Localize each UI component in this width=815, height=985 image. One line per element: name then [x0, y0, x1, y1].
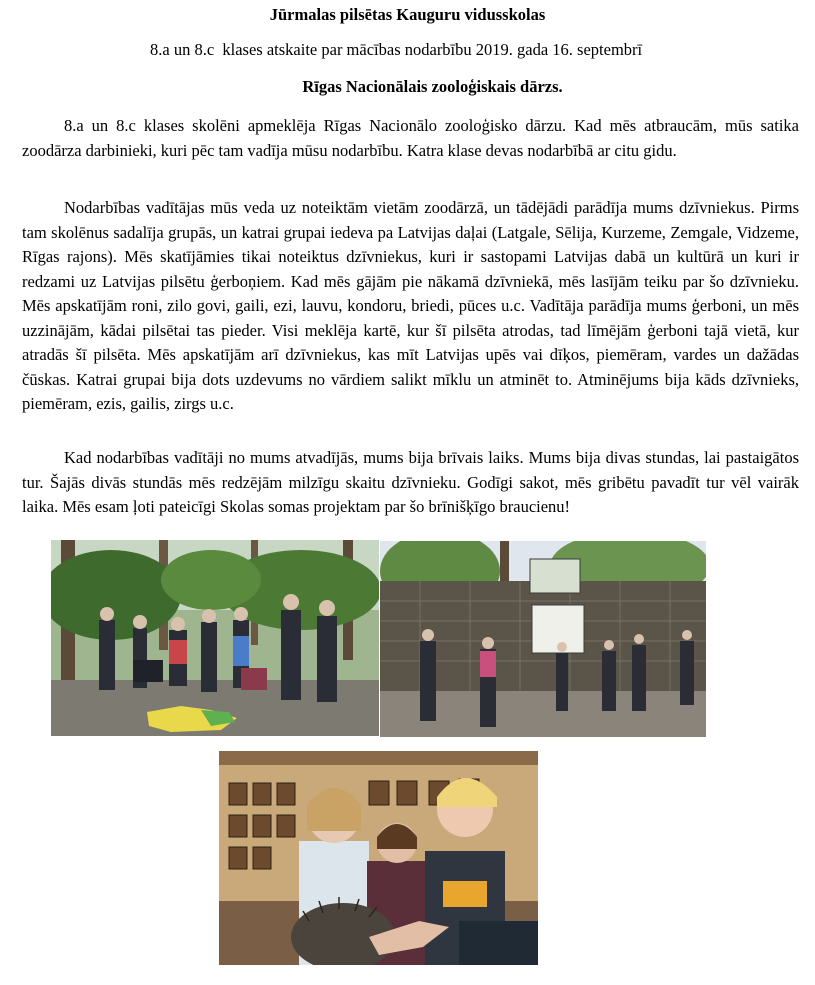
report-heading: Rīgas Nacionālais zooloģiskais dārzs. [302, 77, 563, 96]
report-subtitle: 8.a un 8.c klases atskaite par mācības nodarbību 2019. gada 16. septembrī [150, 40, 643, 59]
school-name: Jūrmalas pilsētas Kauguru vidusskolas [269, 5, 546, 24]
paragraph-2: Nodarbības vadītājas mūs veda uz noteiktām vietām zoodārzā, un tādējādi parādīja mums dzīvniekus. Pirms tam skolēnus sadalīja grupās, un katrai grupai iedeva pa Latvijas daļai (Latgale, Sēlija, Kurzeme, Zemgale, Vidzeme, Rīgas rajons). Mēs skatījāmies tikai noteiktus dzīvniekus, kuri ir sastopami Latvijas dabā un kultūrā un kuri ir redzami uz Latvijas pilsētu ģerboņiem. Kad mēs gājām pie nākamā dzīvniekā, mēs lasījām teiku par šo dzīvnieku. Mēs apskatījām roni, zilo govi, gaili, ezi, lauvu, kondoru, briedi, pūces u.c. Vadītāja parādīja mums ģerboni, un mēs uzzinājām, kādai pilsētai tas pieder. Visi meklēja kartē, kur šī pilsēta atrodas, tad līmējām ģerboni tajā vietā, kur atradās šī pilsēta. Mēs apskatījām arī dzīvniekus, kas mīt Latvijas upēs vai dīķos, piemēram, vardes un dažādas čūskas. Katrai grupai bija dots uzdevums no vārdiem salikt mīklu un atminēt to. Atminējums bija kāds dzīvnieks, piemēram, ezis, gailis, zirgs u.c. [22, 198, 799, 413]
photo-group-in-forest [51, 540, 379, 736]
paragraph-1: 8.a un 8.c klases skolēni apmeklēja Rīgas Nacionālo zooloģisko dārzu. Kad mēs atbraucām, mūs satika zoodārza darbinieki, kuri pēc tam vadīja mūsu nodarbību. Katra klase devas nodarbībā ar citu gidu. [22, 116, 799, 160]
photo-students-with-hedgehog [219, 751, 538, 965]
paragraph-3: Kad nodarbības vadītāji no mums atvadījās, mums bija brīvais laiks. Mums bija divas stundas, lai pastaigātos tur. Šajās divās stundās mēs redzējām milzīgu skaitu dzīvnieku. Godīgi sakot, mēs gribētu pavadīt tur vēl vairāk laika. Mēs esam ļoti pateicīgi Skolas somas projektam par šo brīnišķīgo braucienu! [22, 448, 799, 516]
photo-animal-enclosure [380, 541, 706, 737]
